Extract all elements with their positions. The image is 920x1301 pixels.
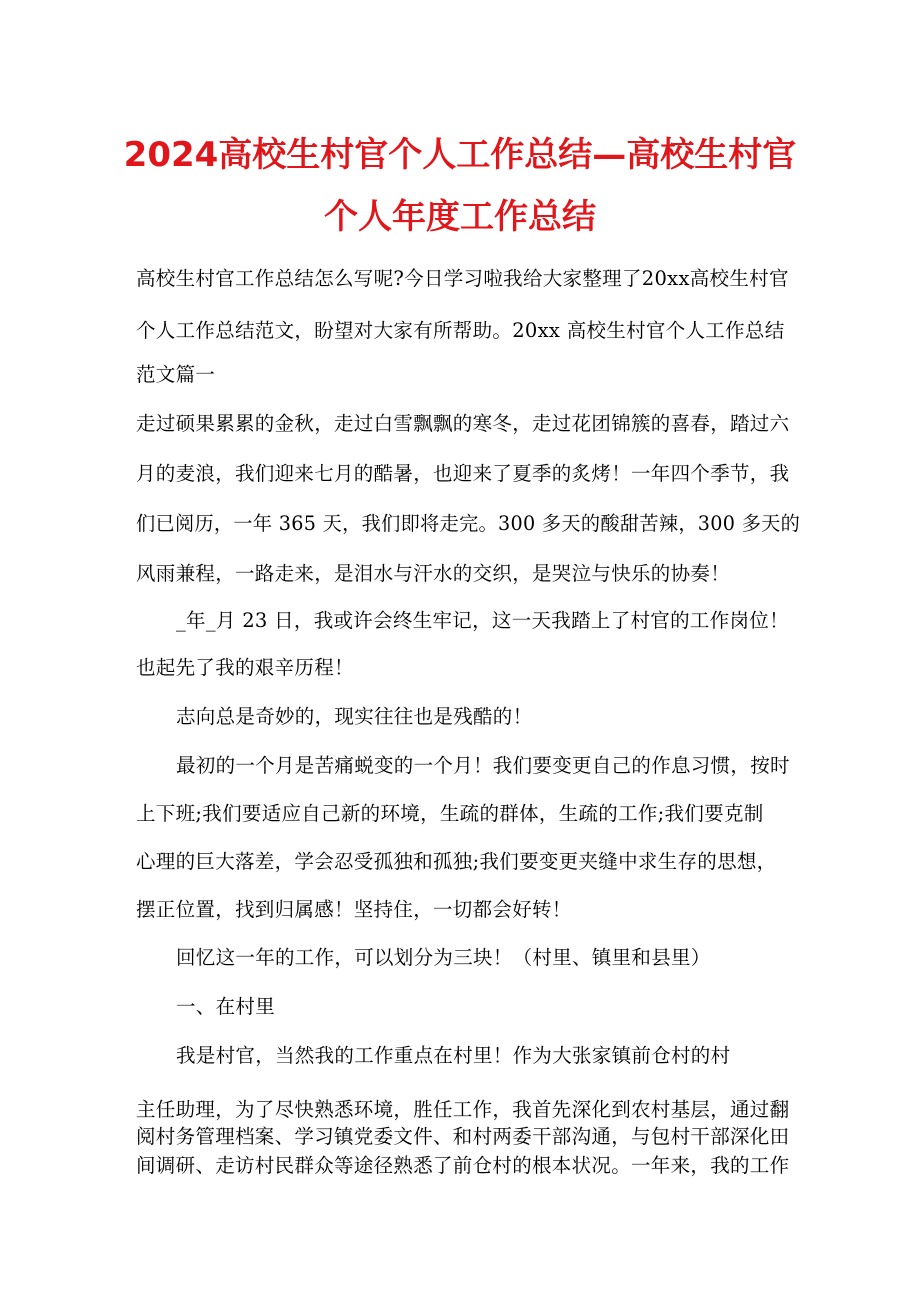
text-line: 间调研、走访村民群众等途径熟悉了前仓村的根本状况。一年来，我的工作	[136, 1154, 790, 1177]
text-line: 志向总是奇妙的，现实往往也是残酷的！	[176, 705, 533, 728]
title-line-1: 2024高校生村官个人工作总结—高校生村官	[123, 135, 797, 175]
text-line: 范文篇一	[136, 363, 216, 386]
text-line: 个人工作总结范文，盼望对大家有所帮助。20xx 高校生村官个人工作总结	[136, 319, 785, 342]
text-line: 高校生村官工作总结怎么写呢?今日学习啦我给大家整理了20xx高校生村官	[136, 267, 789, 290]
text-line: 风雨兼程，一路走来，是泪水与汗水的交织，是哭泣与快乐的协奏！	[136, 562, 731, 585]
text-line: 阅村务管理档案、学习镇党委文件、和村两委干部沟通，与包村干部深化田	[136, 1125, 790, 1148]
text-line: 上下班;我们要适应自己新的环境，生疏的群体，生疏的工作;我们要克制	[136, 802, 764, 825]
text-line: 也起先了我的艰辛历程！	[136, 656, 354, 679]
section-heading: 一、在村里	[176, 995, 276, 1018]
text-line: 回忆这一年的工作，可以划分为三块！（村里、镇里和县里）	[176, 946, 711, 969]
text-line: 我是村官，当然我的工作重点在村里！作为大张家镇前仓村的村	[176, 1044, 731, 1067]
text-line: 摆正位置，找到归属感！坚持住，一切都会好转！	[136, 898, 572, 921]
text-line: 月的麦浪，我们迎来七月的酷暑，也迎来了夏季的炙烤！一年四个季节，我	[136, 462, 790, 485]
text-line: _年_月 23 日，我或许会终生牢记，这一天我踏上了村官的工作岗位！	[176, 609, 789, 632]
title-line-2: 个人年度工作总结	[324, 197, 596, 237]
text-line: 最初的一个月是苦痛蜕变的一个月！我们要变更自己的作息习惯，按时	[176, 754, 790, 777]
text-line: 主任助理，为了尽快熟悉环境，胜任工作，我首先深化到农村基层，通过翻	[136, 1098, 790, 1121]
text-line: 心理的巨大落差，学会忍受孤独和孤独;我们要变更夹缝中求生存的思想，	[136, 850, 777, 873]
text-line: 们已阅历，一年 365 天，我们即将走完。300 多天的酸甜苦辣，300 多天的	[136, 512, 801, 535]
document-title	[120, 124, 800, 248]
text-line: 走过硕果累累的金秋，走过白雪飘飘的寒冬，走过花团锦簇的喜春，踏过六	[136, 412, 790, 435]
